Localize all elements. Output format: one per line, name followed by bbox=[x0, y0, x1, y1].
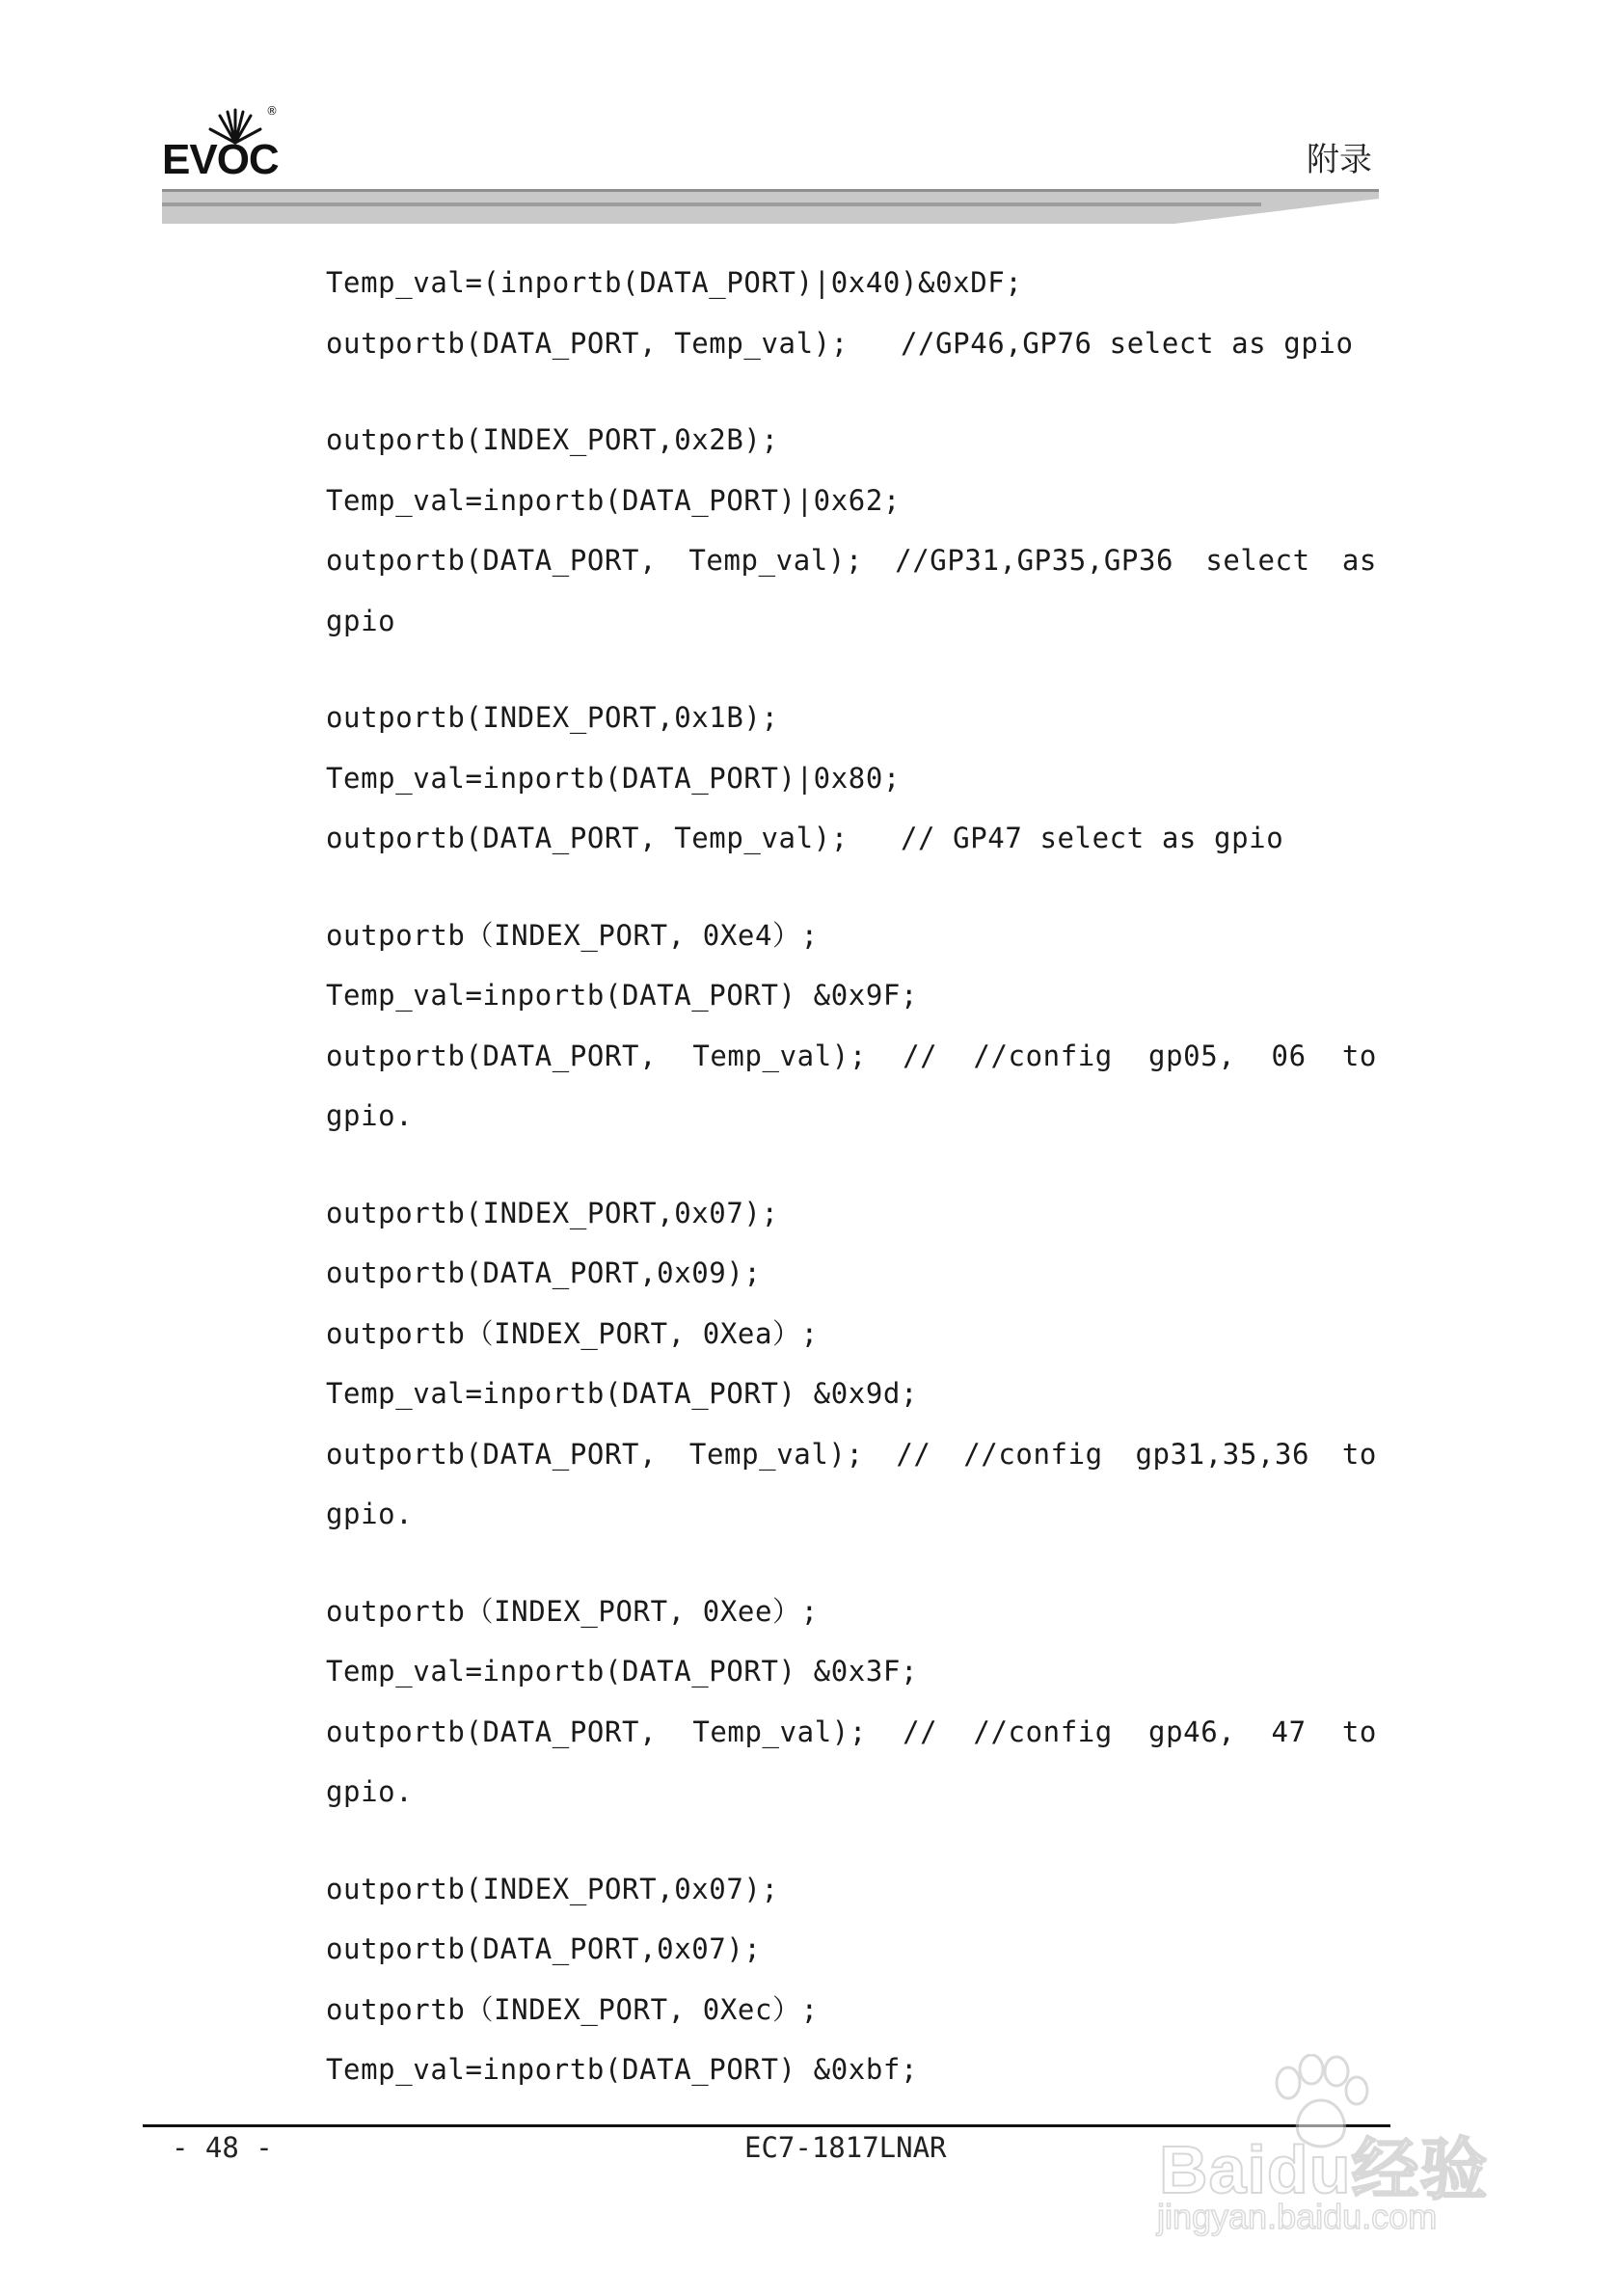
code-line: Temp_val=inportb(DATA_PORT) &0xbf; bbox=[326, 2053, 919, 2086]
section-title: 附录 bbox=[1307, 141, 1372, 179]
code-block bbox=[326, 410, 1377, 651]
code-line: Temp_val=inportb(DATA_PORT) &0x9F; bbox=[326, 979, 919, 1012]
code-line: outportb(INDEX_PORT,0x2B); bbox=[326, 423, 779, 456]
code-token: gp05, bbox=[1148, 1039, 1236, 1072]
code-token: select bbox=[1205, 544, 1310, 577]
code-line: Temp_val=inportb(DATA_PORT) &0x9d; bbox=[326, 1377, 919, 1410]
code-block bbox=[326, 1183, 1377, 1545]
code-line: Temp_val=(inportb(DATA_PORT)|0x40)&0xDF; bbox=[326, 266, 1023, 299]
code-token: 47 bbox=[1271, 1715, 1307, 1748]
logo-text: EVOC bbox=[162, 136, 279, 183]
code-token: Temp_val); bbox=[688, 1437, 864, 1471]
code-line: outportb（INDEX_PORT, 0Xe4）; bbox=[326, 918, 819, 952]
header-rule bbox=[162, 189, 1379, 224]
code-block bbox=[326, 905, 1377, 1147]
code-line: gpio bbox=[326, 604, 396, 637]
code-token: //config bbox=[973, 1039, 1113, 1072]
code-token: outportb(DATA_PORT, bbox=[326, 1715, 658, 1748]
baidu-watermark bbox=[1147, 2054, 1552, 2247]
code-token: //config bbox=[973, 1715, 1113, 1748]
code-token: Temp_val); bbox=[688, 544, 863, 577]
code-line: outportb（INDEX_PORT, 0Xee）; bbox=[326, 1594, 819, 1628]
code-token: // bbox=[896, 1437, 931, 1471]
code-token: Temp_val); bbox=[692, 1715, 867, 1748]
code-token: outportb(DATA_PORT, bbox=[326, 1437, 658, 1471]
code-token: as bbox=[1341, 544, 1377, 577]
code-line: outportb(INDEX_PORT,0x07); bbox=[326, 1872, 779, 1905]
code-line: outportb(DATA_PORT,0x09); bbox=[326, 1256, 762, 1289]
model-name: EC7-1817LNAR bbox=[744, 2131, 947, 2164]
code-token: gp46, bbox=[1148, 1715, 1236, 1748]
evoc-logo bbox=[162, 104, 278, 181]
code-block bbox=[326, 253, 1377, 373]
code-line: outportb(DATA_PORT, Temp_val); //GP46,GP76 select as gpio bbox=[326, 326, 1354, 360]
registered-mark: ® bbox=[266, 104, 278, 118]
code-token: gp31,35,36 bbox=[1135, 1437, 1310, 1471]
code-line: gpio. bbox=[326, 1498, 414, 1530]
code-token: //config bbox=[963, 1437, 1103, 1471]
code-line: outportb（INDEX_PORT, 0Xea）; bbox=[326, 1316, 819, 1350]
code-line: outportb（INDEX_PORT, 0Xec）; bbox=[326, 1992, 819, 2026]
code-line bbox=[326, 1026, 1377, 1087]
code-line: outportb(DATA_PORT, Temp_val); // GP47 select as gpio bbox=[326, 822, 1284, 854]
code-token: to bbox=[1341, 1437, 1377, 1471]
code-line: Temp_val=inportb(DATA_PORT)|0x62; bbox=[326, 483, 901, 517]
code-token: 06 bbox=[1271, 1039, 1307, 1072]
code-block bbox=[326, 688, 1377, 869]
code-token: // bbox=[903, 1039, 938, 1072]
code-line bbox=[326, 530, 1377, 591]
watermark-brand: Baidu经验 bbox=[1159, 2132, 1489, 2207]
code-line: outportb(INDEX_PORT,0x1B); bbox=[326, 701, 779, 734]
code-token: outportb(DATA_PORT, bbox=[326, 544, 658, 577]
code-token: outportb(DATA_PORT, bbox=[326, 1039, 658, 1072]
code-line bbox=[326, 1702, 1377, 1763]
code-line: outportb(DATA_PORT,0x07); bbox=[326, 1932, 762, 1965]
code-line: gpio. bbox=[326, 1775, 414, 1808]
code-token: // bbox=[903, 1715, 938, 1748]
code-token: to bbox=[1341, 1715, 1377, 1748]
code-token: to bbox=[1341, 1039, 1377, 1072]
code-listing bbox=[326, 253, 1377, 2137]
watermark-url: jingyan.baidu.com bbox=[1157, 2197, 1438, 2236]
code-line: gpio. bbox=[326, 1099, 414, 1132]
code-block bbox=[326, 1581, 1377, 1823]
code-line: outportb(INDEX_PORT,0x07); bbox=[326, 1196, 779, 1229]
page-number: - 48 - bbox=[172, 2131, 273, 2164]
code-token: Temp_val); bbox=[692, 1039, 867, 1072]
code-token: //GP31,GP35,GP36 bbox=[895, 544, 1174, 577]
code-line: Temp_val=inportb(DATA_PORT) &0x3F; bbox=[326, 1655, 919, 1688]
code-line: Temp_val=inportb(DATA_PORT)|0x80; bbox=[326, 761, 901, 795]
code-line bbox=[326, 1424, 1377, 1485]
